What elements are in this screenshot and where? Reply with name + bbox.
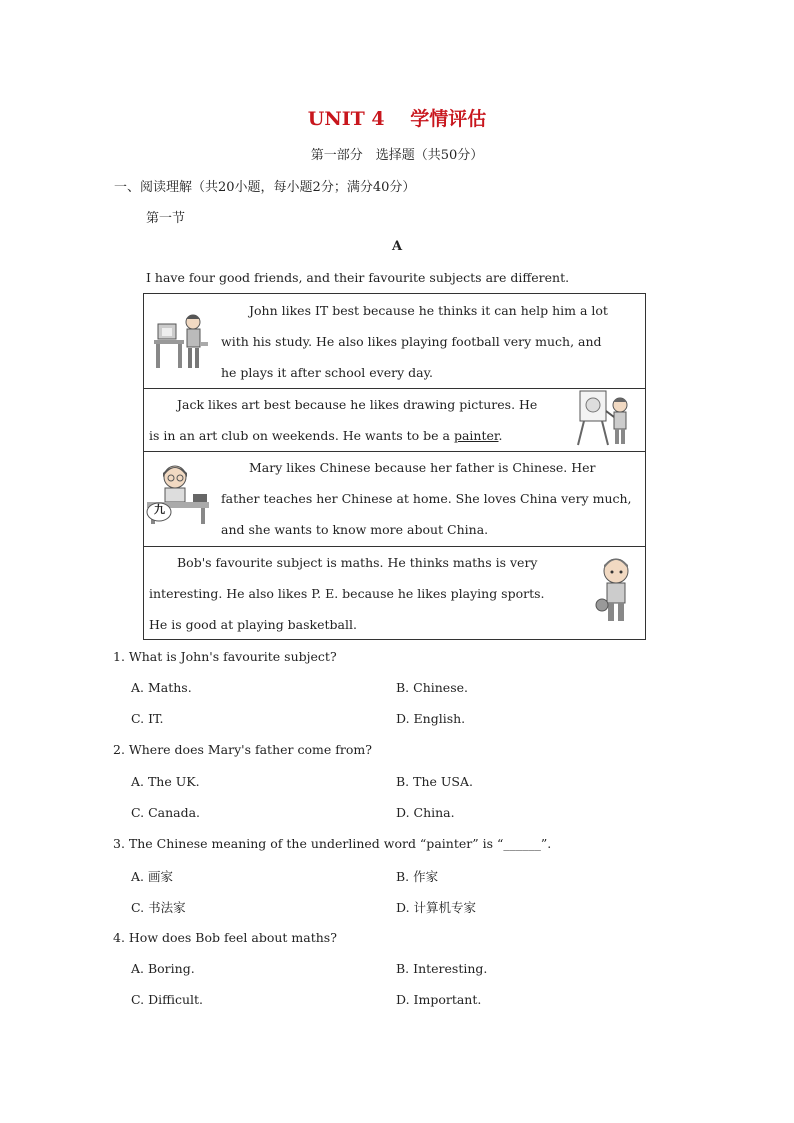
question-2-option-c[interactable]: C. Canada. [131,805,201,820]
john-line-1: John likes IT best because he thinks it can help him a lot [249,303,608,318]
jack-line-1: Jack likes art best because he likes drawing pictures. He [177,397,538,412]
part-subtitle: 第一部分 选择题（共50分） [310,148,484,163]
question-2-option-a[interactable]: A. The UK. [131,774,200,789]
passage-label: A [391,239,403,254]
section-part: 第一节 [146,211,186,226]
question-1-option-c[interactable]: C. IT. [131,711,164,726]
jack-line-2-text: is in an art club on weekends. He wants to be a [149,428,454,443]
page-title: UNIT 4 学情评估 [307,108,487,130]
question-3-option-d[interactable]: D. 计算机专家 [396,900,477,915]
question-1-stem: 1. What is John's favourite subject? [113,649,337,664]
boy-painting-illustration [574,389,634,449]
book-character: 九 [154,503,165,516]
boy-basketball-illustration [592,555,640,629]
question-1-option-d[interactable]: D. English. [396,711,466,726]
question-2-stem: 2. Where does Mary's father come from? [113,742,372,757]
question-2-option-d[interactable]: D. China. [396,805,455,820]
mary-line-1: Mary likes Chinese because her father is Chinese. Her [249,460,596,475]
question-3-option-b[interactable]: B. 作家 [396,869,439,884]
bob-line-3: He is good at playing basketball. [149,617,357,632]
boy-computer-illustration [150,306,212,372]
section-heading: 一、阅读理解（共20小题，每小题2分；满分40分） [114,180,416,195]
question-3-option-a[interactable]: A. 画家 [131,869,173,884]
question-4-option-c[interactable]: C. Difficult. [131,992,204,1007]
bob-line-1: Bob's favourite subject is maths. He thinks maths is very [177,555,538,570]
question-4-option-d[interactable]: D. Important. [396,992,482,1007]
mary-line-3: and she wants to know more about China. [221,522,489,537]
question-3-option-c[interactable]: C. 书法家 [131,900,186,915]
mary-line-2: father teaches her Chinese at home. She loves China very much, [221,491,632,506]
bob-line-2: interesting. He also likes P. E. because he likes playing sports. [149,586,545,601]
jack-line-2-end: . [498,428,503,443]
question-4-option-b[interactable]: B. Interesting. [396,961,488,976]
question-1-option-b[interactable]: B. Chinese. [396,680,468,695]
underlined-word-painter: painter [453,428,499,443]
question-4-stem: 4. How does Bob feel about maths? [113,930,337,945]
question-2-option-b[interactable]: B. The USA. [396,774,473,789]
jack-line-2 [149,428,502,443]
passage-intro: I have four good friends, and their favourite subjects are different. [146,270,570,285]
john-line-2: with his study. He also likes playing football very much, and [221,334,602,349]
question-3-stem: 3. The Chinese meaning of the underlined word “painter” is “______”. [113,836,552,851]
john-line-3: he plays it after school every day. [221,365,433,380]
question-1-option-a[interactable]: A. Maths. [131,680,192,695]
question-4-option-a[interactable]: A. Boring. [131,961,195,976]
